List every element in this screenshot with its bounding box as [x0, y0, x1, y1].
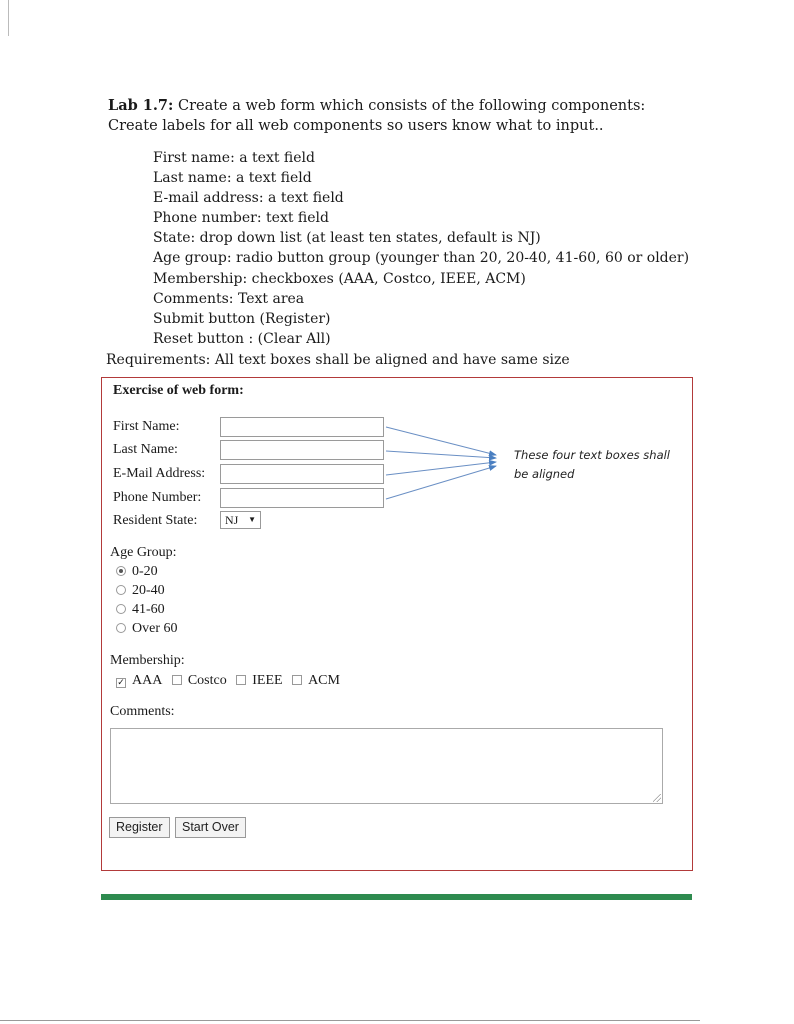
radio-icon	[116, 623, 126, 633]
age-option[interactable]	[116, 564, 158, 583]
age-option-label: 20-40	[132, 583, 165, 598]
last-name-label: Last Name:	[113, 442, 178, 457]
page-edge-mark	[8, 0, 9, 36]
component-item: Reset button : (Clear All)	[153, 330, 331, 347]
age-option[interactable]	[116, 583, 165, 602]
component-item: Submit button (Register)	[153, 310, 331, 327]
lab-heading	[108, 96, 698, 136]
start-over-button[interactable]: Start Over	[175, 817, 246, 838]
age-option-label: 0-20	[132, 564, 158, 579]
radio-icon	[116, 585, 126, 595]
state-value: NJ	[225, 513, 239, 527]
component-item: First name: a text field	[153, 150, 315, 166]
component-item: E-mail address: a text field	[153, 190, 344, 207]
membership-label: Membership:	[110, 653, 185, 668]
membership-option-label: AAA	[132, 673, 163, 688]
component-item: State: drop down list (at least ten states, default is NJ)	[153, 230, 541, 247]
checkbox-checked-icon: ✓	[117, 678, 125, 688]
checkbox-icon	[292, 675, 302, 685]
component-list	[153, 148, 689, 349]
lab-instructions: Create a web form which consists of the following components: Create labels for all web components so users know what to input..	[108, 98, 646, 134]
age-option[interactable]	[116, 602, 165, 621]
checkbox-icon	[172, 675, 182, 685]
radio-selected-icon	[116, 566, 126, 576]
register-button[interactable]: Register	[109, 817, 170, 838]
comments-label: Comments:	[110, 704, 175, 719]
component-item: Last name: a text field	[153, 170, 312, 187]
comments-textarea[interactable]	[110, 728, 663, 804]
component-item: Phone number: text field	[153, 210, 329, 227]
form-title: Exercise of web form:	[113, 383, 244, 398]
age-option-label: 41-60	[132, 602, 165, 617]
membership-option-label: Costco	[187, 673, 227, 688]
email-input[interactable]	[220, 464, 384, 484]
resize-grip-icon[interactable]	[653, 794, 661, 802]
membership-option[interactable]	[116, 673, 162, 688]
dropdown-arrow-icon: ▼	[248, 515, 256, 524]
age-option-label: Over 60	[132, 621, 178, 636]
membership-option[interactable]	[172, 673, 227, 688]
first-name-input[interactable]	[220, 417, 384, 437]
last-name-input[interactable]	[220, 440, 384, 460]
email-label: E-Mail Address:	[113, 466, 206, 481]
membership-option-label: ACM	[308, 673, 340, 688]
state-select[interactable]	[220, 511, 261, 529]
requirements-text: Requirements: All text boxes shall be aligned and have same size	[106, 352, 570, 368]
alignment-callout: These four text boxes shall be aligned	[514, 448, 671, 481]
age-option[interactable]	[116, 621, 178, 640]
membership-option[interactable]	[236, 673, 282, 688]
lab-number: Lab 1.7:	[108, 97, 174, 114]
membership-option-label: IEEE	[252, 673, 283, 688]
phone-input[interactable]	[220, 488, 384, 508]
green-divider	[101, 894, 692, 900]
bottom-edge-line	[0, 1020, 700, 1021]
phone-label: Phone Number:	[113, 490, 202, 505]
component-item: Age group: radio button group (younger than 20, 20-40, 41-60, 60 or older)	[153, 250, 690, 267]
component-item: Membership: checkboxes (AAA, Costco, IEEE, ACM)	[153, 270, 526, 287]
radio-icon	[116, 604, 126, 614]
state-label: Resident State:	[113, 513, 198, 528]
component-item: Comments: Text area	[153, 290, 305, 307]
membership-option[interactable]	[292, 673, 340, 688]
age-group-label: Age Group:	[110, 545, 177, 560]
membership-options	[116, 673, 346, 689]
first-name-label: First Name:	[113, 419, 180, 434]
checkbox-icon	[236, 675, 246, 685]
